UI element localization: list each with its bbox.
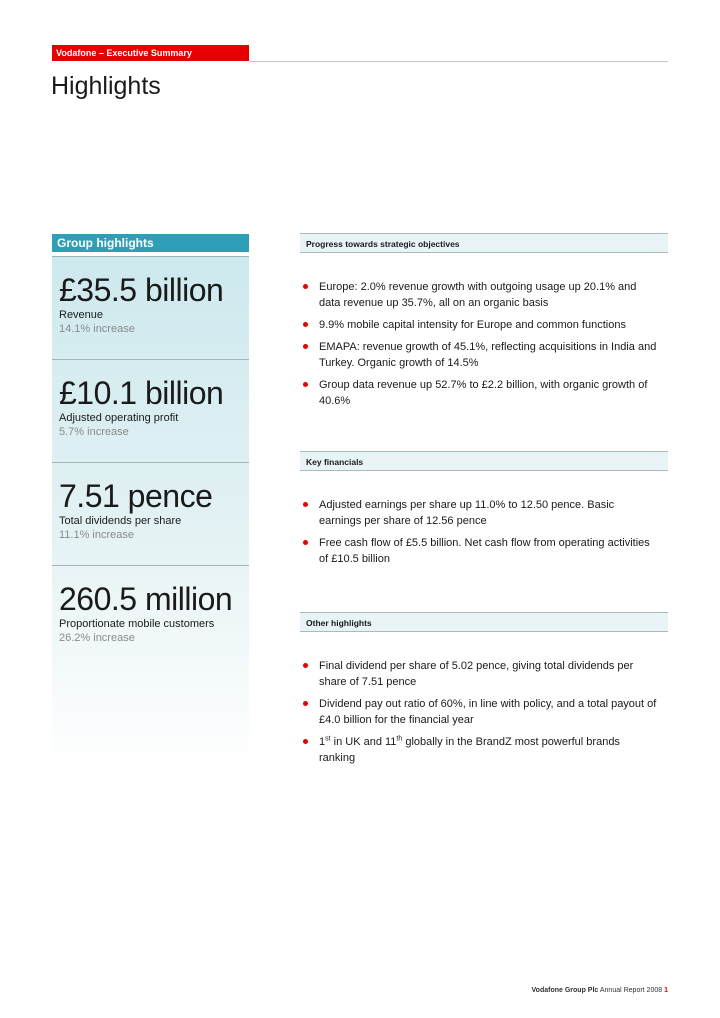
rank-global: 11	[385, 736, 397, 748]
stat-change: 14.1% increase	[59, 323, 135, 335]
stat-revenue	[52, 257, 249, 360]
stat-label: Total dividends per share	[59, 515, 182, 527]
group-highlights-panel	[52, 234, 249, 767]
rank-mid-text: in UK and	[330, 736, 385, 748]
header-rule	[249, 61, 668, 62]
key-financials-title: Key financials	[300, 451, 668, 471]
bullet-icon	[303, 701, 308, 706]
list-item	[300, 377, 659, 409]
brandz-ranking-text	[319, 736, 620, 764]
stat-change: 11.1% increase	[59, 529, 135, 541]
section-tag: Vodafone – Executive Summary	[52, 45, 249, 61]
rank-uk-suffix: st	[325, 735, 331, 743]
bullet-icon	[303, 382, 308, 387]
bullet-icon	[303, 502, 308, 507]
footer-report: Annual Report 2008	[599, 987, 663, 994]
stat-change: 5.7% increase	[59, 426, 129, 438]
page-title: Highlights	[51, 72, 161, 100]
page-footer	[532, 987, 668, 994]
stat-value: 260.5 million	[59, 581, 233, 617]
stat-label: Adjusted operating profit	[59, 412, 179, 424]
other-highlights-title: Other highlights	[300, 612, 668, 632]
stat-customers	[52, 566, 249, 669]
key-financials-section	[300, 451, 668, 573]
list-item-text: Adjusted earnings per share up 11.0% to 12.50 pence. Basic earnings per share of 12.56 pence	[319, 499, 615, 527]
list-item-text: Group data revenue up 52.7% to £2.2 billion, with organic growth of 40.6%	[319, 379, 648, 407]
list-item-text: Free cash flow of £5.5 billion. Net cash flow from operating activities of £10.5 billion	[319, 537, 650, 565]
stat-change: 26.2% increase	[59, 632, 135, 644]
list-item	[300, 497, 659, 529]
bullet-icon	[303, 322, 308, 327]
stat-dividends	[52, 463, 249, 566]
list-item	[300, 279, 659, 311]
list-item	[300, 317, 659, 333]
bullet-icon	[303, 739, 308, 744]
list-item	[300, 535, 659, 567]
footer-company: Vodafone Group Plc	[531, 987, 599, 994]
stat-value: £35.5 billion	[59, 272, 224, 308]
list-item-text: Dividend pay out ratio of 60%, in line with policy, and a total payout of £4.0 billion for the financial year	[319, 698, 657, 726]
list-item	[300, 658, 659, 690]
list-item	[300, 734, 659, 766]
progress-title: Progress towards strategic objectives	[300, 233, 668, 253]
stat-value: £10.1 billion	[59, 375, 224, 411]
stat-operating-profit	[52, 360, 249, 463]
key-financials-list	[300, 497, 668, 567]
list-item-text: Final dividend per share of 5.02 pence, giving total dividends per share of 7.51 pence	[319, 660, 634, 688]
stat-value: 7.51 pence	[59, 478, 213, 514]
bullet-icon	[303, 663, 308, 668]
other-highlights-list	[300, 658, 668, 766]
highlights-stats	[52, 256, 249, 767]
stat-label: Revenue	[59, 309, 104, 321]
bullet-icon	[303, 284, 308, 289]
rank-uk: 1	[319, 736, 326, 748]
list-item-text: Europe: 2.0% revenue growth with outgoing usage up 20.1% and data revenue up 35.7%, all on an organic basis	[319, 281, 637, 309]
progress-section	[300, 233, 668, 415]
list-item-text: 9.9% mobile capital intensity for Europe and common functions	[319, 319, 626, 331]
list-item	[300, 339, 659, 371]
stat-label: Proportionate mobile customers	[59, 618, 215, 630]
bullet-icon	[303, 344, 308, 349]
other-highlights-section	[300, 612, 668, 772]
rank-rest-text: globally in the BrandZ most powerful brands ranking	[319, 736, 620, 764]
rank-global-suffix: th	[396, 735, 403, 743]
group-highlights-title: Group highlights	[52, 234, 249, 252]
progress-list	[300, 279, 668, 409]
list-item-text: EMAPA: revenue growth of 45.1%, reflecting acquisitions in India and Turkey. Organic growth of 14.5%	[319, 341, 657, 369]
list-item	[300, 696, 659, 728]
bullet-icon	[303, 540, 308, 545]
page-number: 1	[664, 987, 668, 994]
